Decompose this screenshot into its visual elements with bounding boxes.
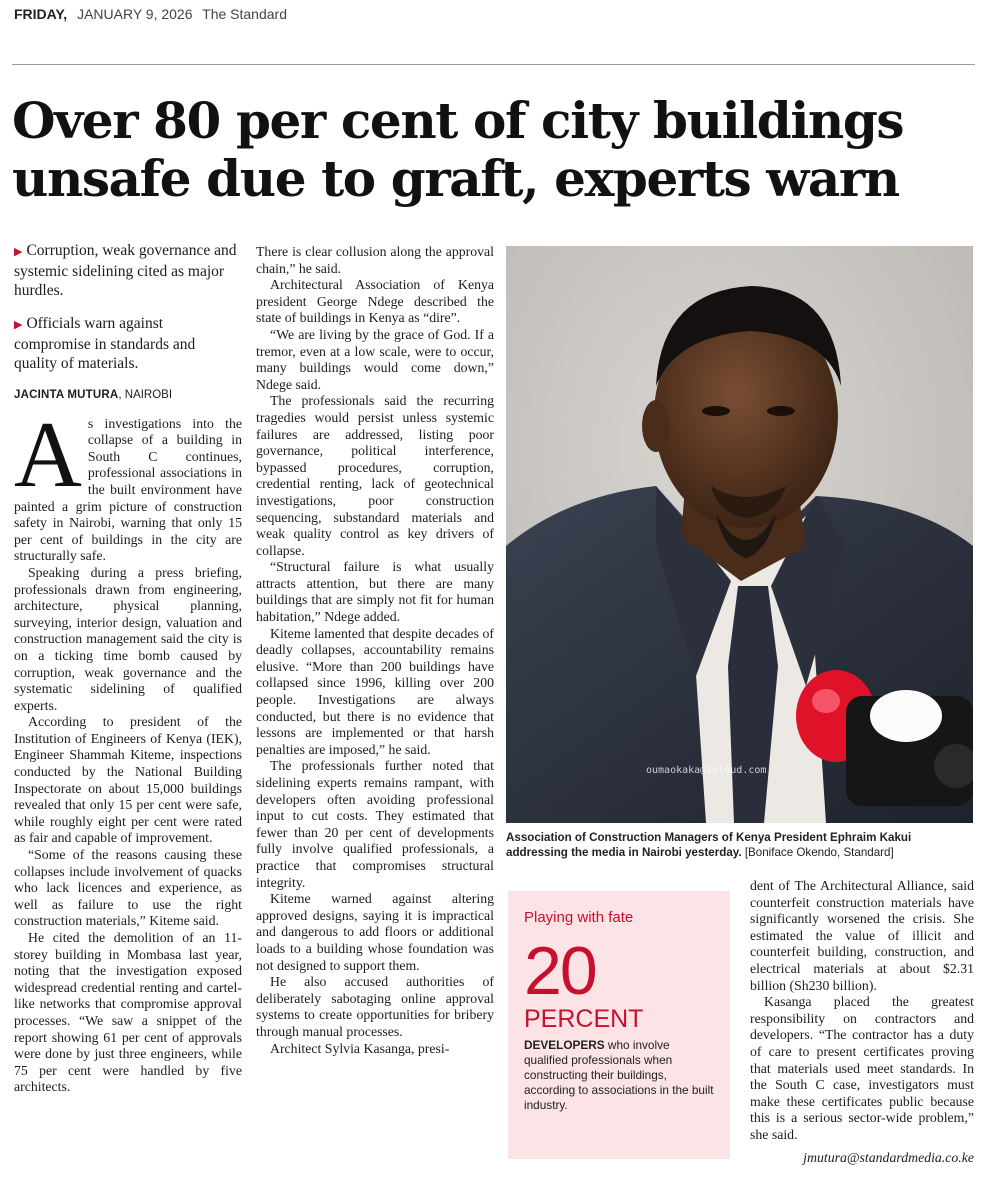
photo-watermark: oumaokaka@icloud.com [646, 765, 767, 776]
paragraph: Kasanga placed the greatest responsibility on contractors and developers. “The contractor has a duty of care to present certificates proving that materials used meet standards. In the South C case, investigators must make these certificates public because this is a serious sector-wide problem,” she said. [750, 994, 974, 1142]
factbox-number: 20 [524, 933, 596, 1009]
caption-text: Association of Construction Managers of Kenya President Ephraim Kakui addressing the media in Nairobi yesterday. [506, 831, 912, 859]
bullet-triangle-icon: ▶ [14, 319, 23, 331]
paragraph: The professionals further noted that sidelining experts remains rampant, with developers often avoiding professional input to cut costs. They estimated that fewer than 20 per cent of developments fully involve qualified professionals, a practice that compromises structural integrity. [256, 758, 494, 890]
bullet-triangle-icon: ▶ [14, 246, 23, 258]
paragraph: “Structural failure is what usually attracts attention, but there are many buildings that are simply not fit for human habitation,” Ndege added. [256, 559, 494, 625]
paragraph: He also accused authorities of deliberately sabotaging online approval systems to create opportunities for bribery through manual processes. [256, 974, 494, 1039]
headline: Over 80 per cent of city buildings unsafe due to graft, experts warn [12, 91, 904, 208]
folio-line [14, 6, 293, 26]
byline [14, 387, 242, 404]
summary-bullet-2 [14, 314, 242, 373]
speaker-illustration [506, 246, 973, 823]
factbox-text-bold: DEVELOPERS [524, 1038, 605, 1052]
folio-date: JANUARY 9, 2026 [77, 6, 193, 22]
caption-credit: [Boniface Okendo, Standard] [741, 846, 894, 859]
drop-cap: A [14, 402, 82, 507]
paragraph: He cited the demolition of an 11-storey building in Mombasa last year, noting that the investigation exposed widespread credential renting and cartel-like networks that compromise approval processes. “We saw a snippet of the report showing 61 per cent of approvals were done by just three engineers, while 75 per cent were handled by five architects. [14, 930, 242, 1095]
factbox-text [524, 1038, 714, 1113]
paragraph: “Some of the reasons causing these collapses include involvement of quacks who lack licences and experience, as well as failure to use the right construction materials,” Kiteme said. [14, 847, 242, 929]
summary-bullet-1 [14, 241, 242, 300]
factbox-unit: PERCENT [524, 1005, 644, 1033]
factbox [508, 891, 730, 1159]
paragraph: The professionals said the recurring tragedies would persist unless systemic failures are addressed, listing poor governance, political interference, bypassed procedures, corruption, credential renting, lack of geotechnical investigations, poor construction sequencing, substandard materials and weak quality control as key drivers of collapse. [256, 393, 494, 558]
article-column-2 [256, 244, 494, 1057]
lead-paragraph [14, 402, 242, 565]
article-column-1 [14, 241, 242, 1096]
lead-text: s investigations into the collapse of a building in South C continues, professional associations in the built environment have painted a grim picture of construction safety in Nairobi, warning that only 15 per cent of buildings in the city are structurally safe. [14, 415, 242, 564]
factbox-text-body: who involve qualified professionals when constructing their buildings, according to associations in the built industry. [524, 1038, 714, 1112]
bullet-text: Corruption, weak governance and systemic sidelining cited as major hurdles. [14, 242, 237, 299]
paragraph: dent of The Architectural Alliance, said counterfeit construction materials have significantly worsened the crisis. She estimated the value of illicit and counterfeit building, construction, and electrical materials at about $2.31 billion (Sh230 billion). [750, 878, 974, 993]
news-photo [506, 246, 973, 823]
factbox-title: Playing with fate [524, 909, 634, 926]
paragraph: There is clear collusion along the approval chain,” he said. [256, 244, 494, 276]
article-column-3 [750, 878, 974, 1166]
paragraph: Architect Sylvia Kasanga, presi- [270, 1040, 450, 1056]
bullet-text: Officials warn against compromise in standards and quality of materials. [14, 315, 196, 372]
paragraph: Kiteme lamented that despite decades of deadly collapses, accountability remains elusive. “More than 200 buildings have collapsed since 1996, killing over 200 people. Investigations are always conducted, but there is no evidence that lessons are implemented or that harsh penalties are imposed,” he said. [256, 625, 494, 757]
author-email[interactable]: jmutura@standardmedia.co.ke [803, 1149, 974, 1165]
paragraph: According to president of the Institution of Engineers of Kenya (IEK), Engineer Shammah Kiteme, inspections conducted by the National Building Inspectorate on about 15,000 buildings revealed that only 15 per cent were safe, while roughly eight per cent were rated as fair and capable of improvement. [14, 714, 242, 846]
paragraph: “We are living by the grace of God. If a tremor, even at a low scale, were to occur, many buildings would come down,” Ndege said. [256, 326, 494, 392]
paragraph: Speaking during a press briefing, professionals drawn from engineering, architecture, physical planning, surveying, interior design, valuation and construction management said the city is on a ticking time bomb caused by corruption, weak governance and the systematic sidelining of qualified experts. [14, 564, 242, 713]
folio-paper: The Standard [202, 6, 287, 22]
byline-location: , NAIROBI [118, 389, 173, 401]
paragraph: Kiteme warned against altering approved designs, saying it is impractical and dangerous to add floors or additional loads to a building whose foundation was not designed to support them. [256, 891, 494, 973]
photo-caption [506, 830, 976, 860]
byline-author: JACINTA MUTURA [14, 389, 119, 401]
folio-day: FRIDAY, [14, 6, 68, 22]
top-divider [12, 64, 975, 65]
paragraph: Architectural Association of Kenya president George Ndege described the state of buildings in Kenya as “dire”. [256, 277, 494, 326]
